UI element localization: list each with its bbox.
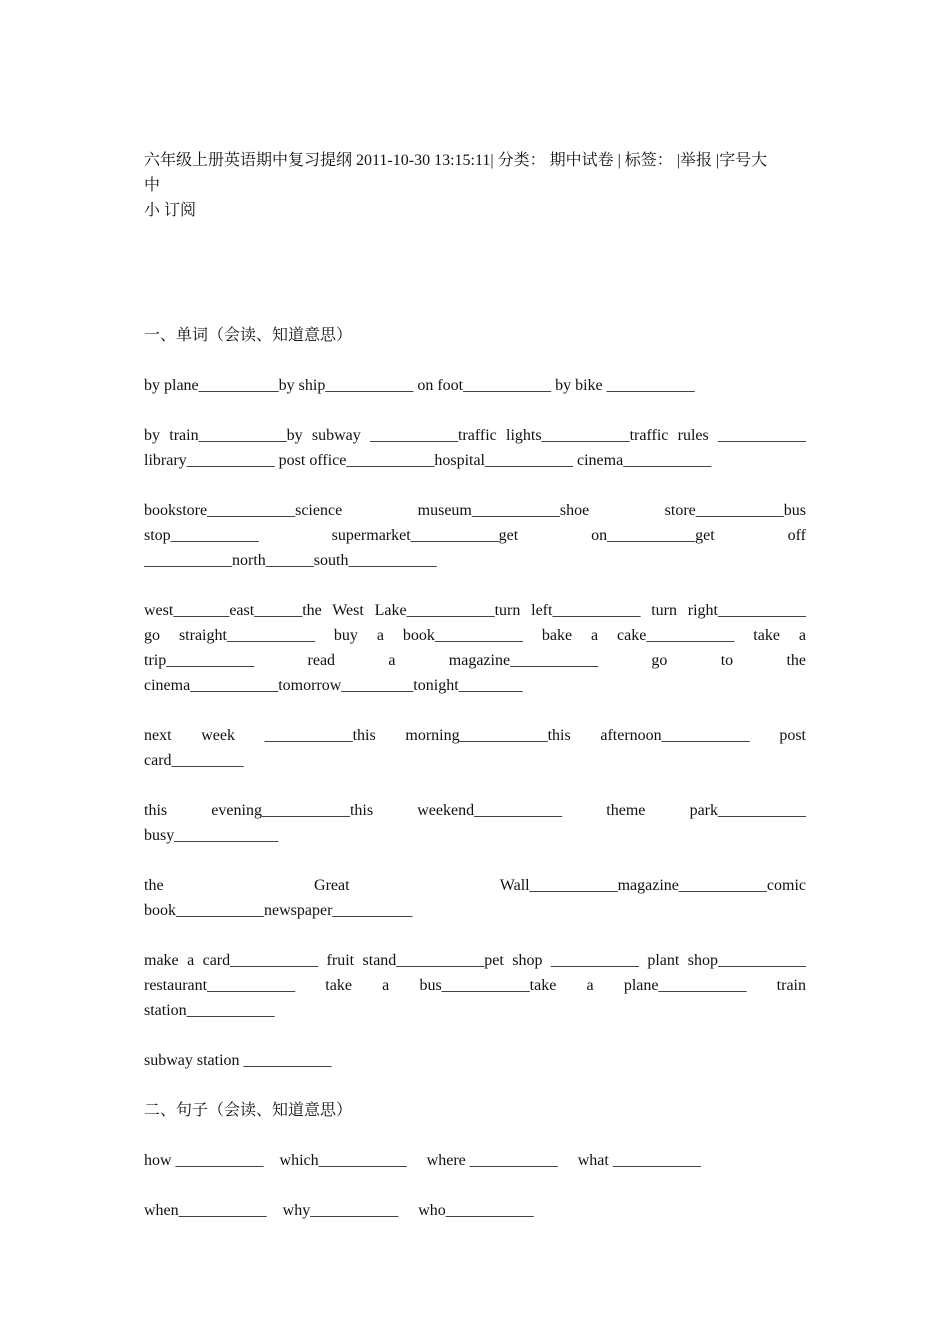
section-1-title: 一、单词（会读、知道意思） bbox=[144, 327, 353, 344]
question-words-row-2 bbox=[144, 1198, 806, 1223]
vocab-paragraph-4 bbox=[144, 598, 806, 698]
header-line-1: 六年级上册英语期中复习提纲 2011-10-30 13:15:11| 分类： 期中试卷 | 标签： |举报 |字号大 bbox=[144, 152, 768, 169]
vocab-paragraph-6 bbox=[144, 798, 806, 848]
vocab-line: book___________newspaper__________ bbox=[144, 902, 413, 919]
question-words-line: how ___________ which___________ where ___________ what ___________ bbox=[144, 1152, 701, 1169]
vocab-line: make a card___________ fruit stand___________pet shop ___________ plant shop___________ bbox=[144, 952, 806, 969]
document-page bbox=[144, 148, 806, 1248]
vocab-line: by plane__________by ship___________ on foot___________ by bike ___________ bbox=[144, 377, 695, 394]
header-line-2: 中 bbox=[144, 177, 161, 194]
header-line-3: 小 订阅 bbox=[144, 202, 197, 219]
vocab-line: card_________ bbox=[144, 752, 244, 769]
vocab-line: busy_____________ bbox=[144, 827, 279, 844]
vocab-paragraph-8 bbox=[144, 948, 806, 1023]
vocab-line: library___________ post office___________hospital___________ cinema___________ bbox=[144, 452, 712, 469]
vocab-paragraph-5 bbox=[144, 723, 806, 773]
vocab-paragraph-9 bbox=[144, 1048, 806, 1073]
vocab-line: go straight___________ buy a book___________ bake a cake___________ take a bbox=[144, 627, 806, 644]
vocab-line: station___________ bbox=[144, 1002, 275, 1019]
vocab-paragraph-1 bbox=[144, 373, 806, 398]
vocab-line: west_______east______the West Lake___________turn left___________ turn right___________ bbox=[144, 602, 806, 619]
vocab-line: stop___________ supermarket___________get on___________get off bbox=[144, 527, 806, 544]
vocab-line: restaurant___________ take a bus___________take a plane___________ train bbox=[144, 977, 806, 994]
question-words-line: when___________ why___________ who___________ bbox=[144, 1202, 534, 1219]
vocab-line: by train___________by subway ___________traffic lights___________traffic rules ___________ bbox=[144, 427, 806, 444]
vocab-paragraph-3 bbox=[144, 498, 806, 573]
vocab-line: trip___________ read a magazine___________ go to the bbox=[144, 652, 806, 669]
section-2-title: 二、句子（会读、知道意思） bbox=[144, 1102, 353, 1119]
question-words-row-1 bbox=[144, 1148, 806, 1173]
post-header bbox=[144, 148, 806, 223]
vocab-paragraph-7 bbox=[144, 873, 806, 923]
vocab-line: subway station ___________ bbox=[144, 1052, 332, 1069]
vocab-line: next week ___________this morning___________this afternoon___________ post bbox=[144, 727, 806, 744]
vocab-line: the Great Wall___________magazine___________comic bbox=[144, 877, 806, 894]
vocab-line: bookstore___________science museum___________shoe store___________bus bbox=[144, 502, 806, 519]
vocab-paragraph-2 bbox=[144, 423, 806, 473]
vocab-line: ___________north______south___________ bbox=[144, 552, 437, 569]
vocab-line: cinema___________tomorrow_________tonight________ bbox=[144, 677, 523, 694]
vocab-line: this evening___________this weekend___________ theme park___________ bbox=[144, 802, 806, 819]
